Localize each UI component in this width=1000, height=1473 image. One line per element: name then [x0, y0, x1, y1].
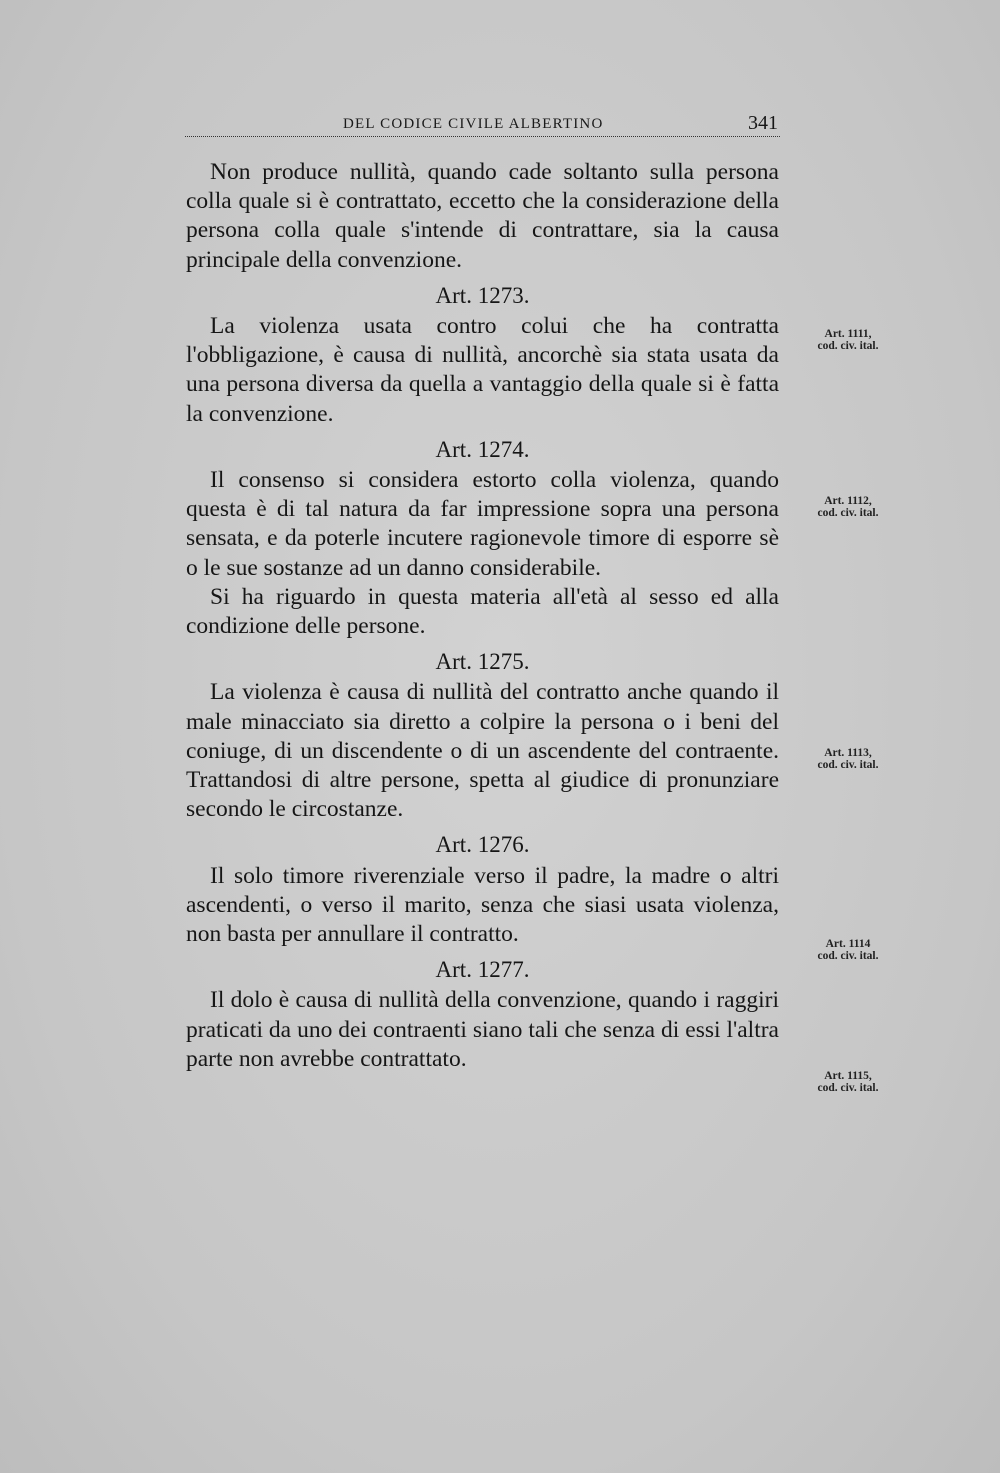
- marginal-note-1111-code: cod. civ. ital.: [817, 340, 879, 352]
- marginal-note-1111-article: Art. 1111,: [824, 328, 872, 340]
- running-title: DEL CODICE CIVILE ALBERTINO: [343, 116, 604, 132]
- marginal-note-1114: [798, 938, 898, 962]
- marginal-note-1112-article: Art. 1112,: [824, 495, 872, 507]
- marginal-note-1113-code: cod. civ. ital.: [817, 759, 879, 771]
- article-1277-paragraph: Il dolo è causa di nullità della convenzione, quando i raggiri praticati da uno dei contraenti siano tali che senza di essi l'altra parte non avrebbe contrattato.: [186, 987, 779, 1072]
- article-1275-paragraph: La violenza è causa di nullità del contratto anche quando il male minacciato sia diretto a colpire la persona o i beni del coniuge, di un discendente o di un ascendente del contraente. Trattandosi di altre persone, spetta al giudice di pronunziare secondo le circostanze.: [186, 679, 779, 823]
- marginal-note-1112-code: cod. civ. ital.: [817, 507, 879, 519]
- running-header: [185, 112, 780, 137]
- article-1274-paragraph-2: Si ha riguardo in questa materia all'età al sesso ed alla condizione delle persone.: [186, 583, 779, 640]
- marginal-note-1115-code: cod. civ. ital.: [817, 1082, 879, 1094]
- marginal-note-1114-code: cod. civ. ital.: [817, 950, 879, 962]
- article-heading-1276: Art. 1276.: [435, 832, 530, 858]
- article-1276-paragraph: Il solo timore riverenziale verso il padre, la madre o altri ascendenti, o verso il marito, senza che siasi usata violenza, non basta per annullare il contratto.: [186, 862, 779, 948]
- article-heading-1277: Art. 1277.: [435, 957, 530, 983]
- marginal-note-1111: [798, 328, 898, 352]
- marginal-note-1112: [798, 495, 898, 519]
- page-number: 341: [748, 112, 778, 134]
- article-heading-1273: Art. 1273.: [435, 282, 530, 308]
- intro-paragraph: Non produce nullità, quando cade soltanto sulla persona colla quale si è contrattato, eccetto che la considerazione della persona colla quale s'intende di contrattare, sia la causa principale della convenzione.: [186, 159, 779, 273]
- marginal-note-1113: [798, 747, 898, 771]
- article-heading-1275: Art. 1275.: [435, 649, 530, 675]
- marginal-note-1115-article: Art. 1115,: [824, 1070, 872, 1082]
- marginal-note-1113-article: Art. 1113,: [824, 747, 872, 759]
- marginal-note-1114-article: Art. 1114: [825, 938, 871, 950]
- main-text: [186, 158, 779, 1074]
- article-heading-1274: Art. 1274.: [435, 436, 530, 462]
- marginal-note-1115: [798, 1070, 898, 1094]
- article-1274-paragraph-1: Il consenso si considera estorto colla violenza, quando questa è di tal natura da far impressione sopra una persona sensata, e da poterle incutere ragionevole timore di esporre sè o le sue sostanze ad un danno considerabile.: [186, 467, 779, 581]
- article-1273-paragraph: La violenza usata contro colui che ha contratta l'obbligazione, è causa di nullità, ancorchè sia stata usata da una persona diversa da quella a vantaggio della quale si è fatta la convenzione.: [186, 313, 779, 427]
